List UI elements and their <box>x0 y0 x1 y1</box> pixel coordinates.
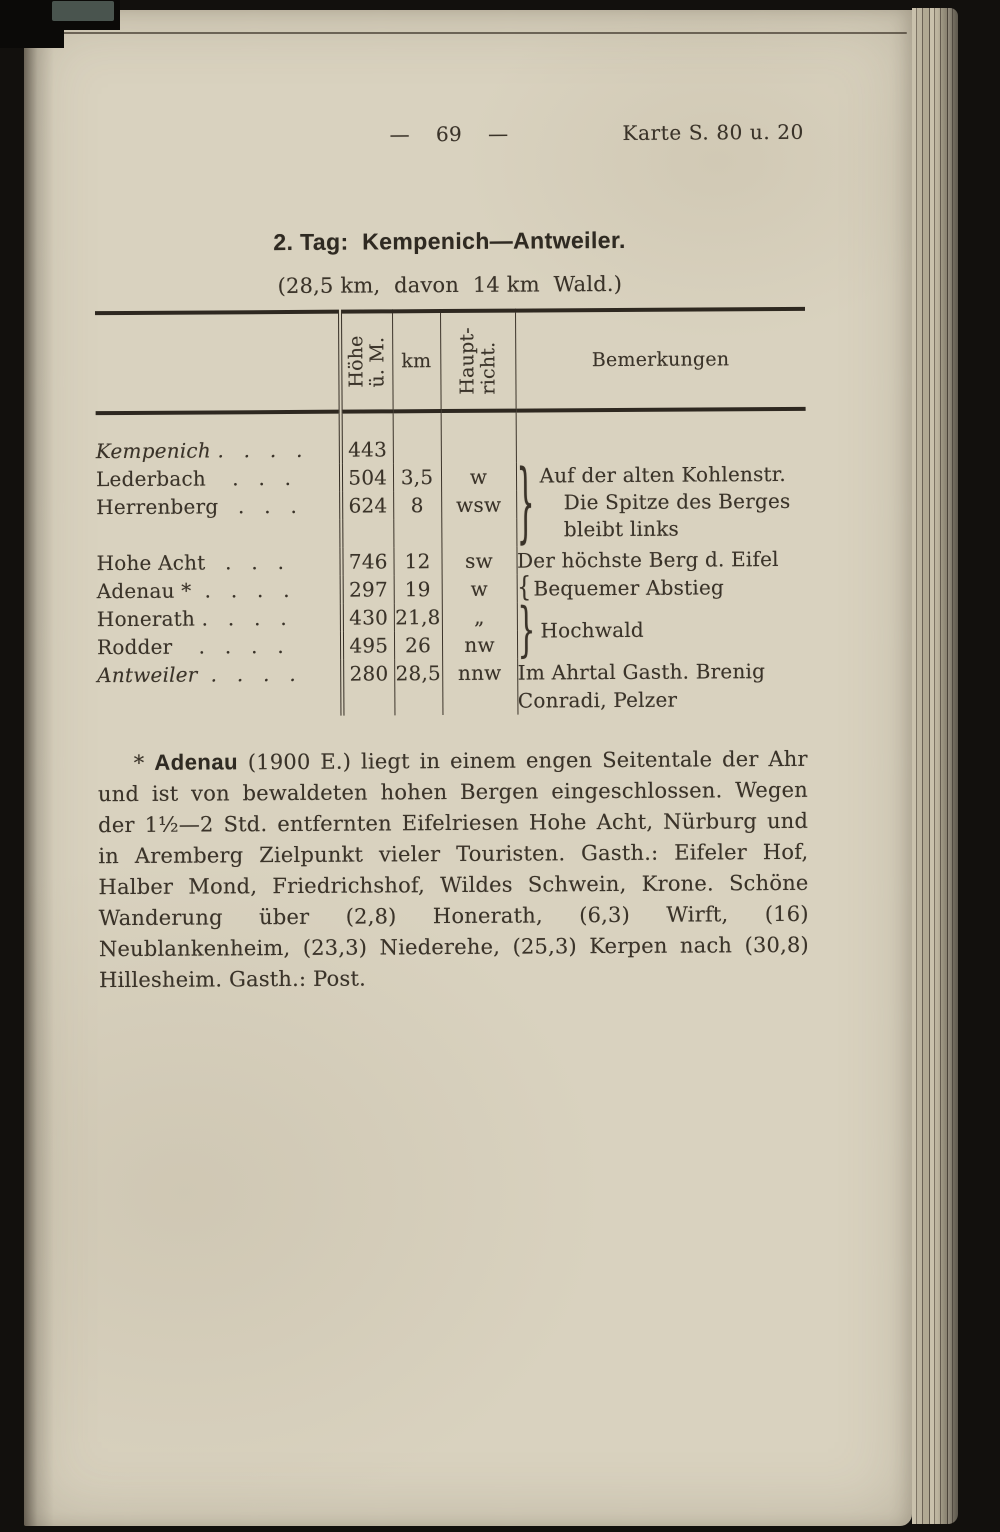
footnote <box>98 743 810 996</box>
elevation-value: 443 <box>341 411 393 463</box>
table-row <box>97 601 807 633</box>
km-value <box>393 411 441 463</box>
route-table <box>95 307 807 717</box>
direction-value: w <box>442 575 517 603</box>
footnote-term: Adenau <box>154 749 239 775</box>
brace-glyph: } <box>517 594 536 665</box>
remark-text: Bequemer Abstieg <box>533 575 725 601</box>
remark-cell <box>516 545 806 575</box>
table-row <box>96 545 806 577</box>
km-value: 21,8 <box>394 603 442 631</box>
station-name: Lederbach . . . <box>95 465 292 492</box>
station-name: Antweiler . . . . <box>97 661 296 688</box>
elevation-value: 746 <box>341 547 393 575</box>
remark-text: Auf der alten Kohlenstr. Die Spitze des Berges bleibt links <box>539 461 791 542</box>
km-value: 8 <box>393 491 441 519</box>
km-value: 26 <box>394 631 442 659</box>
remark-cell <box>517 573 807 603</box>
route-subtitle: (28,5 km, davon 14 km Wald.) <box>277 271 623 299</box>
col-header-km: km <box>392 311 441 411</box>
footnote-star: * <box>133 750 145 775</box>
station-name: Hohe Acht . . . <box>96 550 285 576</box>
km-value: 19 <box>394 575 442 603</box>
brace-glyph: } <box>516 450 535 553</box>
route-title: 2. Tag: Kempenich—Antweiler. <box>273 226 626 256</box>
map-reference: Karte S. 80 u. 20 <box>622 119 805 145</box>
remark-cell <box>517 657 807 715</box>
elevation-value: 280 <box>342 659 394 715</box>
binding-label <box>52 1 114 21</box>
km-value: 12 <box>393 547 441 575</box>
page-content <box>93 8 809 996</box>
elevation-value: 504 <box>341 463 393 491</box>
km-value: 3,5 <box>393 463 441 491</box>
station-name: Adenau * . . . . <box>96 577 290 604</box>
remark-cell <box>517 594 807 665</box>
page-header <box>94 120 804 148</box>
remark-text: Im Ahrtal Gasth. Brenig Conradi, Pelzer <box>517 659 766 713</box>
page-number: — 69 — <box>389 121 509 147</box>
brace-glyph: { <box>517 572 532 604</box>
direction-header-rotated: Haupt- richt. <box>455 327 500 395</box>
elevation-value: 430 <box>342 603 394 631</box>
elevation-header-rotated: Höhe ü. M. <box>344 335 389 388</box>
remark-text: Der höchste Berg d. Eifel <box>516 546 779 573</box>
remark-cell <box>516 450 807 553</box>
header-spacer <box>94 123 331 148</box>
table-row <box>96 461 806 493</box>
direction-value <box>441 411 516 463</box>
col-header-elevation <box>340 311 393 411</box>
table-header-row <box>95 309 806 413</box>
table-row <box>96 409 806 465</box>
book-page <box>24 10 912 1526</box>
elevation-value: 624 <box>341 491 393 519</box>
page-edges <box>912 8 958 1524</box>
table-row <box>97 657 807 717</box>
col-header-remarks: Bemerkungen <box>515 309 806 411</box>
direction-value: wsw <box>441 491 516 519</box>
remark-text: Hochwald <box>540 617 644 643</box>
col-header-station <box>95 312 341 413</box>
elevation-value: 495 <box>342 631 394 659</box>
col-header-direction <box>440 311 516 411</box>
direction-value: sw <box>441 547 516 575</box>
station-name: Kempenich . . . . <box>95 437 303 464</box>
direction-value: „ <box>442 603 517 631</box>
direction-value: nw <box>442 631 517 659</box>
station-name: Rodder . . . . <box>96 634 284 660</box>
remark-cell <box>516 409 806 463</box>
elevation-value: 297 <box>342 575 394 603</box>
direction-value: w <box>441 463 516 491</box>
table-row <box>97 573 807 605</box>
direction-value: nnw <box>442 659 517 715</box>
station-name: Honerath . . . . <box>96 606 287 632</box>
station-name: Herrenberg . . . <box>96 493 298 520</box>
km-value: 28,5 <box>394 659 442 715</box>
footnote-text: (1900 E.) liegt in einem engen Seitentale der Ahr und ist von bewaldeten hohen Bergen eingeschlossen. Wegen der 1½—2 Std. entfernten Eifelriesen Hohe Acht, Nürburg und in Aremberg Zielpunkt vieler Touristen. Gasth.: Eifeler Hof, Halber Mond, Friedrichshof, Wildes Schwein, Krone. Schöne Wanderung über (2,8) Honerath, (6,3) Wirft, (16) Neublankenheim, (23,3) Niederehe, (25,3) Kerpen nach (30,8) Hillesheim. Gasth.: Post. <box>97 746 809 993</box>
